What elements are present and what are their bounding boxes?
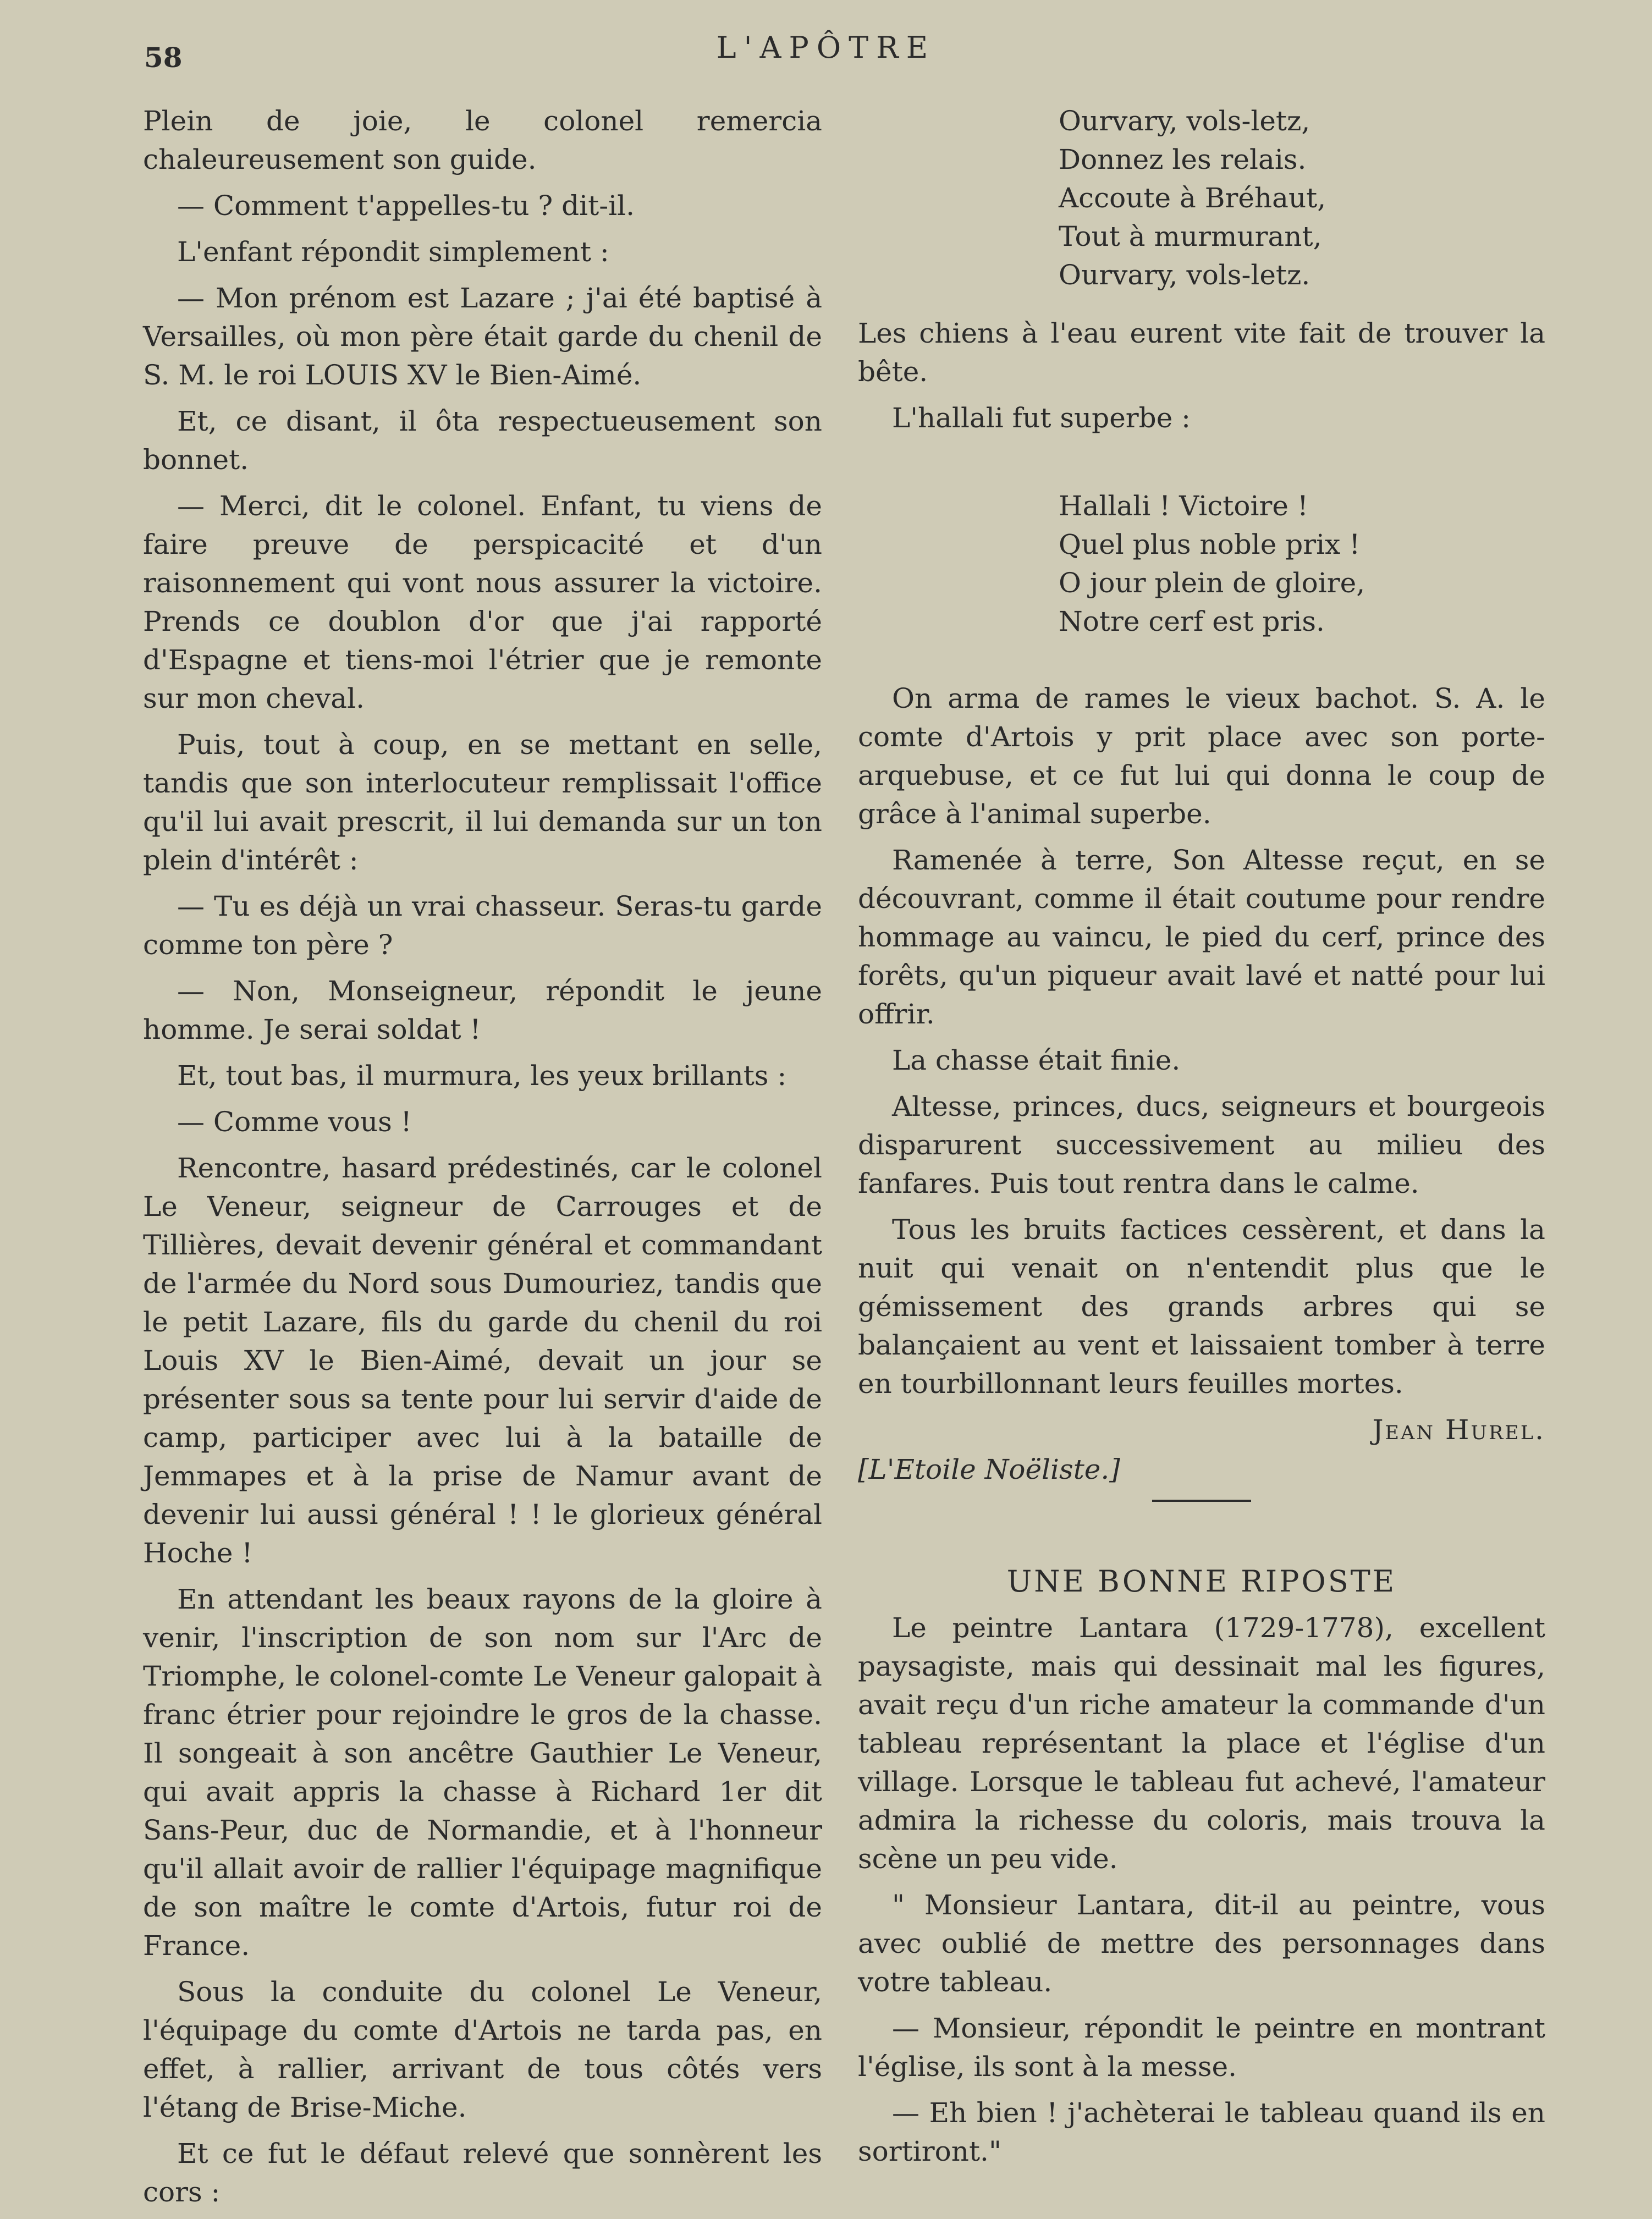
verse-line: Quel plus noble prix ! xyxy=(1059,528,1361,560)
left-column xyxy=(143,102,822,2219)
paragraph: — Non, Monseigneur, répondit le jeune homme. Je serai soldat ! xyxy=(143,975,822,1045)
running-title: L'APÔTRE xyxy=(716,30,936,65)
page-header xyxy=(0,25,1652,80)
verse-line: Notre cerf est pris. xyxy=(1059,605,1325,637)
verse-line: Accoute à Bréhaut, xyxy=(1059,182,1326,214)
paragraph: — Comment t'appelles-tu ? dit-il. xyxy=(177,190,635,222)
page-number: 58 xyxy=(144,41,183,74)
article-title: UNE BONNE RIPOSTE xyxy=(1006,1564,1397,1599)
hunting-song-verse xyxy=(1059,102,1545,294)
paragraph: — Merci, dit le colonel. Enfant, tu viens de faire preuve de perspicacité et d'un raisonnement qui vont nous assurer la victoire. Prends ce doublon d'or que j'ai rapporté d'Espagne et tiens-moi l'étrier que je remonte sur mon cheval. xyxy=(143,490,822,714)
verse-line: Ourvary, vols-letz. xyxy=(1059,259,1310,291)
author-signature: Jean Hurel. xyxy=(1372,1414,1545,1446)
source-citation: [L'Etoile Noëliste.] xyxy=(858,1453,1120,1485)
paragraph: Sous la conduite du colonel Le Veneur, l'équipage du comte d'Artois ne tarda pas, en effet, à rallier, arrivant de tous côtés vers l'étang de Brise-Miche. xyxy=(143,1976,822,2123)
paragraph: La chasse était finie. xyxy=(892,1044,1181,1076)
paragraph: Ramenée à terre, Son Altesse reçut, en se découvrant, comme il était coutume pour rendre hommage au vaincu, le pied du cerf, prince des forêts, qu'un piqueur avait lavé et natté pour lui offrir. xyxy=(858,844,1545,1030)
paragraph: Les chiens à l'eau eurent vite fait de trouver la bête. xyxy=(858,317,1545,388)
paragraph: Et, tout bas, il murmura, les yeux brillants : xyxy=(177,1060,787,1092)
paragraph: Rencontre, hasard prédestinés, car le colonel Le Veneur, seigneur de Carrouges et de Tillières, devait devenir général et commandant de l'armée du Nord sous Dumouriez, tandis que le petit Lazare, fils du garde du chenil du roi Louis XV le Bien-Aimé, devait un jour se présenter sous sa tente pour lui servir d'aide de camp, participer avec lui à la bataille de Jemmapes et à la prise de Namur avant de devenir lui aussi général ! ! le glorieux général Hoche ! xyxy=(143,1152,822,1569)
paragraph: Le peintre Lantara (1729-1778), excellent paysagiste, mais qui dessinait mal les figures, avait reçu d'un riche amateur la commande d'un tableau représentant la place et l'église d'un village. Lorsque le tableau fut achevé, l'amateur admira la richesse du coloris, mais trouva la scène un peu vide. xyxy=(858,1612,1545,1875)
right-column xyxy=(858,102,1545,2178)
paragraph: — Tu es déjà un vrai chasseur. Seras-tu garde comme ton père ? xyxy=(143,890,822,961)
paragraph: On arma de rames le vieux bachot. S. A. le comte d'Artois y prit place avec son porte-arquebuse, et ce fut lui qui donna le coup de grâce à l'animal superbe. xyxy=(858,682,1545,830)
hallali-verse xyxy=(1059,487,1545,641)
paragraph: Plein de joie, le colonel remercia chaleureusement son guide. xyxy=(143,105,822,175)
paragraph: " Monsieur Lantara, dit-il au peintre, vous avec oublié de mettre des personnages dans votre tableau. xyxy=(858,1889,1545,1998)
paragraph: Puis, tout à coup, en se mettant en selle, tandis que son interlocuteur remplissait l'office qu'il lui avait prescrit, il lui demanda sur un ton plein d'intérêt : xyxy=(143,729,822,876)
paragraph: Et ce fut le défaut relevé que sonnèrent les cors : xyxy=(143,2138,822,2208)
paragraph: — Eh bien ! j'achèterai le tableau quand ils en sortiront." xyxy=(858,2097,1545,2167)
paragraph: — Comme vous ! xyxy=(177,1106,412,1138)
paragraph: Tous les bruits factices cessèrent, et dans la nuit qui venait on n'entendit plus que le gémissement des grands arbres qui se balançaient au vent et laissaient tomber à terre en tourbillonnant leurs feuilles mortes. xyxy=(858,1214,1545,1400)
paragraph: L'enfant répondit simplement : xyxy=(177,236,609,268)
section-divider xyxy=(1152,1500,1251,1502)
paragraph: — Monsieur, répondit le peintre en montrant l'église, ils sont à la messe. xyxy=(858,2012,1545,2083)
verse-line: Donnez les relais. xyxy=(1059,144,1307,175)
paragraph: L'hallali fut superbe : xyxy=(892,402,1191,434)
verse-line: O jour plein de gloire, xyxy=(1059,567,1365,599)
verse-line: Hallali ! Victoire ! xyxy=(1059,490,1308,522)
paragraph: En attendant les beaux rayons de la gloire à venir, l'inscription de son nom sur l'Arc de Triomphe, le colonel-comte Le Veneur galopait à franc étrier pour rejoindre le gros de la chasse. Il songeait à son ancêtre Gauthier Le Veneur, qui avait appris la chasse à Richard 1er dit Sans-Peur, duc de Normandie, et à l'honneur qu'il allait avoir de rallier l'équipage magnifique de son maître le comte d'Artois, futur roi de France. xyxy=(143,1583,822,1962)
paragraph: Et, ce disant, il ôta respectueusement son bonnet. xyxy=(143,405,822,476)
paragraph: Altesse, princes, ducs, seigneurs et bourgeois disparurent successivement au milieu des fanfares. Puis tout rentra dans le calme. xyxy=(858,1091,1545,1199)
verse-line: Tout à murmurant, xyxy=(1059,221,1322,252)
paragraph: — Mon prénom est Lazare ; j'ai été baptisé à Versailles, où mon père était garde du chenil de S. M. le roi LOUIS XV le Bien-Aimé. xyxy=(143,282,822,391)
verse-line: Ourvary, vols-letz, xyxy=(1059,105,1310,137)
